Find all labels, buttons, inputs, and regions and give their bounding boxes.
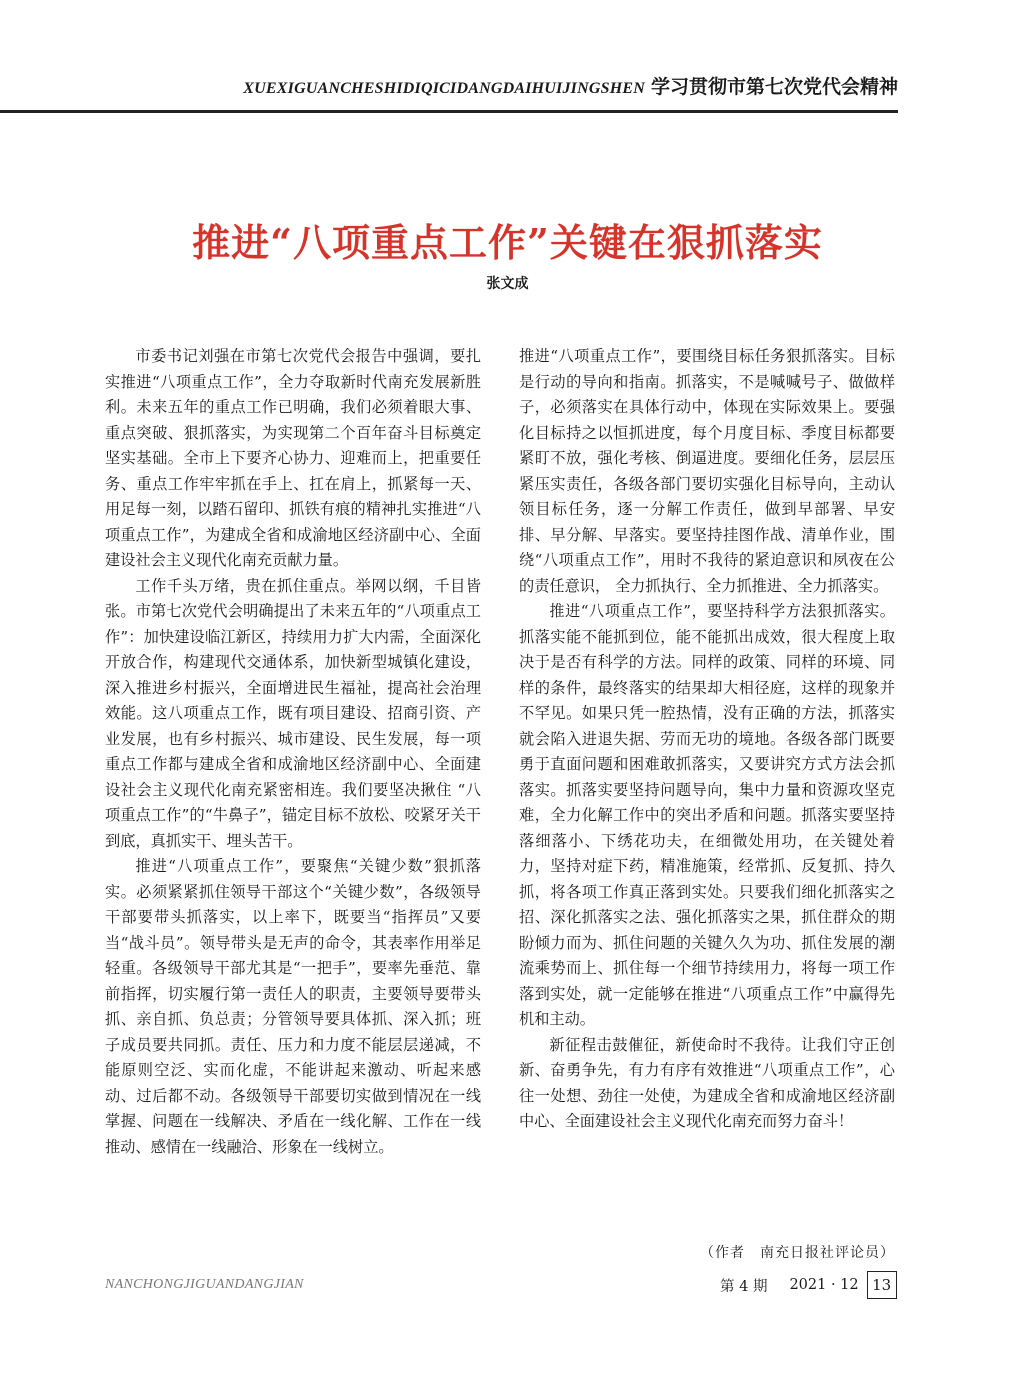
article-title: 推进“八项重点工作”关键在狠抓落实 — [192, 220, 823, 265]
paragraph: 市委书记刘强在市第七次党代会报告中强调，要扎实推进“八项重点工作”，全力夺取新时代南充发展新胜利。未来五年的重点工作已明确，我们必须着眼大事、重点突破、狠抓落实，为实现第二个百年奋斗目标奠定坚实基础。全市上下要齐心协力、迎难而上，把重要任务、重点工作牢牢抓在手上、扛在肩上，抓紧每一天、用足每一刻，以踏石留印、抓铁有痕的精神扎实推进“八项重点工作”，为建成全省和成渝地区经济副中心、全面建设社会主义现代化南充贡献力量。 — [105, 347, 481, 569]
header-rule — [0, 110, 898, 113]
issue-number: 第 4 期 — [720, 1278, 768, 1295]
header-section-title: 学习贯彻市第七次党代会精神 — [650, 76, 898, 98]
right-column — [519, 344, 895, 1135]
page-number: 13 — [867, 1271, 897, 1299]
footer-pinyin: NANCHONGJIGUANDANGJIAN — [105, 1277, 304, 1292]
paragraph-continuation: 推进“八项重点工作”，要围绕目标任务狠抓落实。目标是行动的导向和指南。抓落实，不是喊喊号子、做做样子，必须落实在具体行动中，体现在实际效果上。要强化目标持之以恒抓进度，每个月度目标、季度目标都要紧盯不放，强化考核、倒逼进度。要细化任务，层层压紧压实责任，各级各部门要切实强化目标导向，主动认领目标任务，逐一分解工作责任，做到早部署、早安排、早分解、早落实。要坚持挂图作战、清单作业，围绕“八项重点工作”，用时不我待的紧迫意识和夙夜在公的责任意识， 全力抓执行、全力抓推进、全力抓落实。 — [519, 347, 895, 595]
issue-date: 2021 · 12 — [789, 1277, 859, 1293]
left-column — [105, 344, 481, 1160]
header-pinyin: XUEXIGUANCHESHIDIQICIDANGDAIHUIJINGSHEN — [243, 80, 645, 97]
paragraph: 推进“八项重点工作”，要坚持科学方法狠抓落实。抓落实能不能抓到位，能不能抓出成效，很大程度上取决于是否有科学的方法。同样的政策、同样的环境、同样的条件，最终落实的结果却大相径庭，这样的现象并不罕见。如果只凭一腔热情，没有正确的方法，抓落实就会陷入进退失据、劳而无功的境地。各级各部门既要勇于直面问题和困难敢抓落实，又要讲究方式方法会抓落实。抓落实要坚持问题导向，集中力量和资源攻坚克难，全力化解工作中的突出矛盾和问题。抓落实要坚持落细落小、下绣花功夫，在细微处用功，在关键处着力，坚持对症下药，精准施策，经常抓、反复抓、持久抓，将各项工作真正落到实处。只要我们细化抓落实之招、深化抓落实之法、强化抓落实之果，抓住群众的期盼倾力而为、抓住问题的关键久久为功、抓住发展的潮流乘势而上、抓住每一个细节持续用力，将每一项工作落到实处，就一定能够在推进“八项重点工作”中赢得先机和主动。 — [519, 602, 895, 1028]
footer-issue-info — [720, 1271, 897, 1299]
paragraph: 推进“八项重点工作”，要聚焦“关键少数”狠抓落实。必须紧紧抓住领导干部这个“关键少数”，各级领导干部要带头抓落实，以上率下，既要当“指挥员”又要当“战斗员”。领导带头是无声的命令，其表率作用举足轻重。各级领导干部尤其是“一把手”，要率先垂范、靠前指挥，切实履行第一责任人的职责，主要领导要带头抓、亲自抓、负总责；分管领导要具体抓、深入抓；班子成员要共同抓。责任、压力和力度不能层层递减，不能原则空泛、实而化虚，不能讲起来激动、听起来感动、过后都不动。各级领导干部要切实做到情况在一线掌握、问题在一线解决、矛盾在一线化解、工作在一线推动、感情在一线融洽、形象在一线树立。 — [105, 857, 481, 1156]
running-header — [0, 72, 898, 99]
author-byline: （作者 南充日报社评论员） — [700, 1245, 895, 1261]
paragraph: 新征程击鼓催征，新使命时不我待。让我们守正创新、奋勇争先，有力有序有效推进“八项重点工作”，心往一处想、劲往一处使，为建成全省和成渝地区经济副中心、全面建设社会主义现代化南充而努力奋斗！ — [519, 1035, 895, 1130]
paragraph: 工作千头万绪，贵在抓住重点。举网以纲，千目皆张。市第七次党代会明确提出了未来五年的“八项重点工作”：加快建设临江新区，持续用力扩大内需，全面深化开放合作，构建现代交通体系，加快新型城镇化建设，深入推进乡村振兴，全面增进民生福祉，提高社会治理效能。这八项重点工作，既有项目建设、招商引资、产业发展，也有乡村振兴、城市建设、民生发展，每一项重点工作都与建成全省和成渝地区经济副中心、全面建设社会主义现代化南充紧密相连。我们要坚决揪住 “八项重点工作”的“牛鼻子”，锚定目标不放松、咬紧牙关干到底，真抓实干、埋头苦干。 — [105, 576, 481, 850]
article-author: 张文成 — [486, 276, 529, 292]
